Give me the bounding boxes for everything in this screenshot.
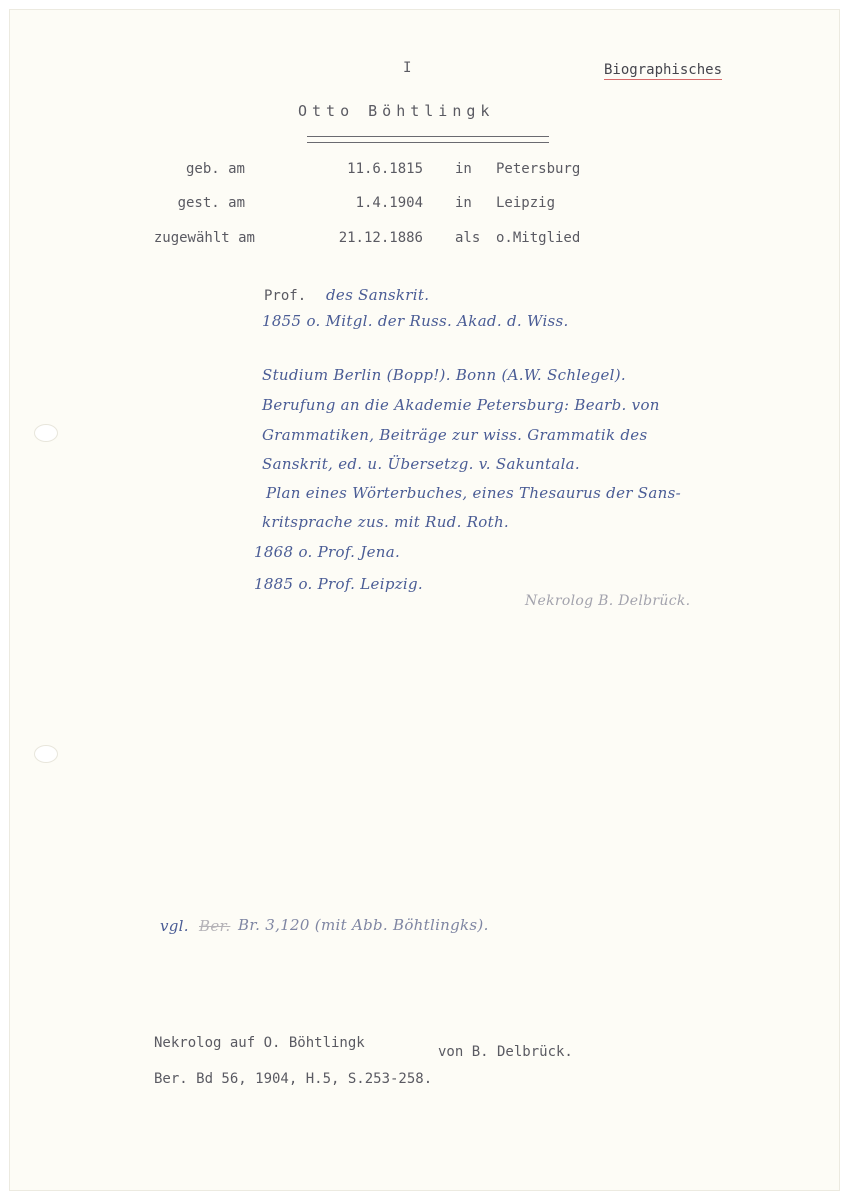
punch-hole bbox=[34, 424, 58, 442]
punch-hole bbox=[34, 745, 58, 763]
handwritten-note-line: 1868 o. Prof. Jena. bbox=[254, 543, 401, 561]
handwritten-note-line: Berufung an die Akademie Petersburg: Bearb. von bbox=[262, 396, 660, 414]
elected-date: 21.12.1886 bbox=[338, 230, 423, 246]
handwritten-note-line: Studium Berlin (Bopp!). Bonn (A.W. Schlegel). bbox=[262, 366, 626, 384]
ref-struck-word: Ber. bbox=[199, 917, 231, 935]
died-place: Leipzig bbox=[496, 195, 556, 211]
elected-status: o.Mitglied bbox=[496, 230, 581, 246]
born-prep: in bbox=[455, 161, 472, 177]
handwritten-note-line: Plan eines Wörterbuches, eines Thesaurus der Sans- bbox=[266, 484, 681, 502]
born-date: 11.6.1815 bbox=[347, 161, 423, 177]
handwritten-note-line: Sanskrit, ed. u. Übersetzg. v. Sakuntala. bbox=[262, 455, 580, 473]
necrology-source: Ber. Bd 56, 1904, H.5, S.253-258. bbox=[154, 1071, 433, 1087]
handwritten-note-line: 1885 o. Prof. Leipzig. bbox=[254, 575, 423, 593]
person-name: Otto Böhtlingk bbox=[298, 102, 495, 120]
died-date: 1.4.1904 bbox=[355, 195, 423, 211]
prof-handwritten: des Sanskrit. bbox=[326, 286, 430, 304]
handwritten-note-line: Grammatiken, Beiträge zur wiss. Grammatik des bbox=[262, 426, 648, 444]
archive-card bbox=[10, 10, 839, 1190]
academy-membership-note: 1855 o. Mitgl. der Russ. Akad. d. Wiss. bbox=[262, 312, 569, 330]
elected-prep: als bbox=[455, 230, 481, 246]
ref-prefix: vgl. bbox=[160, 917, 189, 935]
category-label: Biographisches bbox=[604, 62, 723, 78]
necrology-author: von B. Delbrück. bbox=[438, 1044, 573, 1060]
elected-label: zugewählt am bbox=[153, 230, 255, 246]
died-prep: in bbox=[455, 195, 472, 211]
born-label: geb. am bbox=[185, 161, 245, 177]
died-label: gest. am bbox=[177, 195, 245, 211]
handwritten-note-line: kritsprache zus. mit Rud. Roth. bbox=[262, 513, 509, 531]
born-place: Petersburg bbox=[496, 161, 581, 177]
name-double-underline bbox=[307, 136, 549, 143]
page-number: I bbox=[403, 60, 412, 76]
ref-main: Br. 3,120 (mit Abb. Böhtlingks). bbox=[238, 916, 489, 934]
necrology-title: Nekrolog auf O. Böhtlingk bbox=[154, 1035, 365, 1051]
pencil-necrology-note: Nekrolog B. Delbrück. bbox=[525, 593, 691, 609]
prof-typed-prefix: Prof. bbox=[264, 288, 307, 304]
